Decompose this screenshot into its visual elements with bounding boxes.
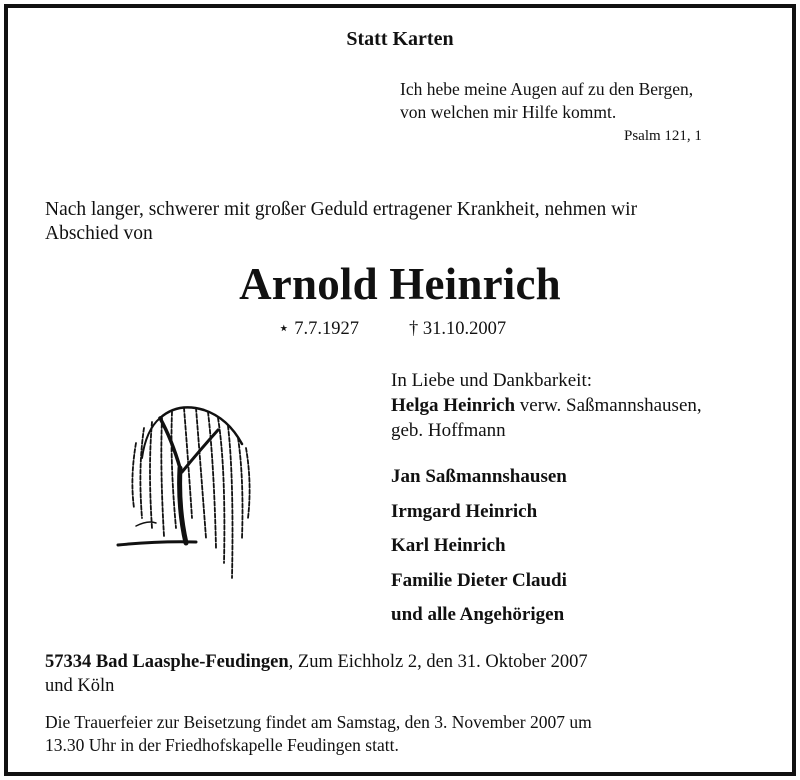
address-line [45, 650, 588, 674]
address-block [45, 650, 588, 698]
intro-line: Abschied von [45, 223, 153, 244]
deceased-name: Arnold Heinrich [239, 259, 561, 309]
intro-text [45, 198, 637, 246]
family-member: Jan Saßmannshausen [391, 466, 567, 487]
service-line: Die Trauerfeier zur Beisetzung findet am Samstag, den 3. November 2007 um [45, 712, 592, 732]
widow-name: Helga Heinrich [391, 395, 516, 416]
funeral-service-info [45, 711, 592, 757]
life-dates [278, 318, 506, 340]
family-member: Karl Heinrich [391, 535, 506, 556]
widow-details: verw. Saßmannshausen, [515, 395, 702, 416]
service-line: 13.30 Uhr in der Friedhofskapelle Feudingen statt. [45, 735, 399, 755]
willow-tree-icon [108, 388, 268, 588]
family-intro: In Liebe und Dankbarkeit: [391, 370, 593, 391]
intro-line: Nach langer, schwerer mit großer Geduld ertragener Krankheit, nehmen wir [45, 199, 638, 220]
verse-reference: Psalm 121, 1 [624, 128, 702, 144]
family-block [391, 368, 702, 443]
family-member: Irmgard Heinrich [391, 500, 538, 522]
widow-maiden-name: geb. Hoffmann [391, 420, 506, 441]
address-line-2: und Köln [45, 676, 115, 696]
verse-line: von welchen mir Hilfe kommt. [400, 102, 617, 122]
death-date: † 31.10.2007 [408, 319, 507, 339]
verse-line: Ich hebe meine Augen auf zu den Bergen, [400, 79, 694, 99]
family-member: und alle Angehörigen [391, 604, 565, 625]
notice-header: Statt Karten [346, 28, 454, 50]
address-details: , Zum Eichholz 2, den 31. Oktober 2007 [288, 652, 588, 672]
family-member: Familie Dieter Claudi [391, 569, 567, 591]
widow-line [391, 393, 702, 418]
bible-verse [400, 78, 693, 124]
family-members [391, 460, 567, 633]
address-place: 57334 Bad Laasphe-Feudingen [45, 652, 289, 672]
obituary-notice [4, 4, 796, 776]
birth-date: ⋆ 7.7.1927 [278, 319, 359, 339]
